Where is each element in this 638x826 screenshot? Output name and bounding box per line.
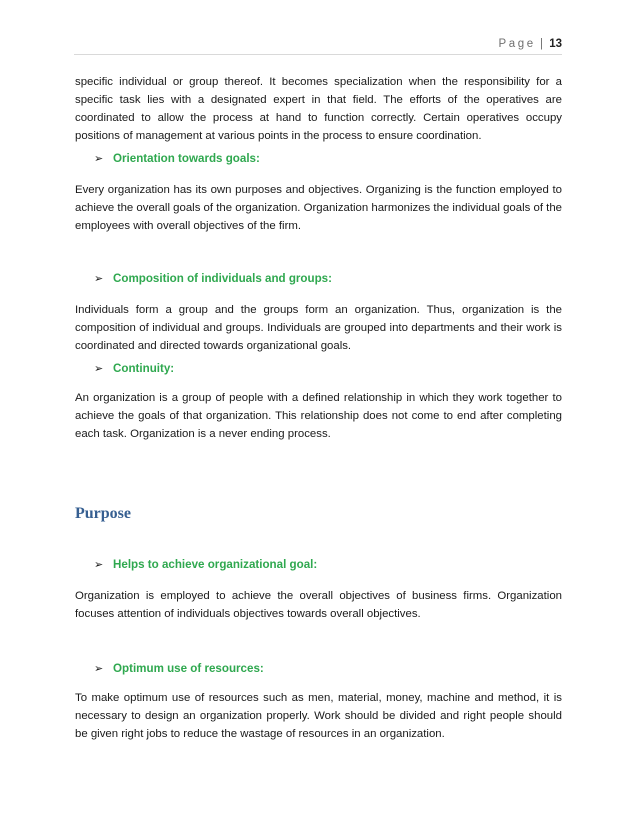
arrow-bullet-icon: ➢ xyxy=(94,663,104,675)
bullet-heading-label: Continuity: xyxy=(113,362,175,375)
header-divider xyxy=(74,54,562,55)
paragraph-optimum: To make optimum use of resources such as men, material, money, machine and method, it is necessary to design an organization properly. Work should be divided and right people should be given right jobs to reduce the wastage of resources in an organization. xyxy=(75,692,562,740)
arrow-bullet-icon: ➢ xyxy=(94,153,104,165)
bullet-heading-composition xyxy=(94,271,332,287)
paragraph-orientation: Every organization has its own purposes and objectives. Organizing is the function employed to achieve the overall goals of the organization. Organization harmonizes the individual goals of the employees with overall objectives of the firm. xyxy=(75,184,562,232)
page-number: 13 xyxy=(549,38,562,50)
section-heading-purpose: Purpose xyxy=(75,505,131,522)
page-header xyxy=(499,38,562,50)
paragraph-composition: Individuals form a group and the groups form an organization. Thus, organization is the composition of individual and groups. Individuals are grouped into departments and their work is coordinated and directed towards organizational goals. xyxy=(75,304,562,352)
bullet-heading-orientation xyxy=(94,151,260,167)
arrow-bullet-icon: ➢ xyxy=(94,363,104,375)
arrow-bullet-icon: ➢ xyxy=(94,273,104,285)
arrow-bullet-icon: ➢ xyxy=(94,559,104,571)
bullet-heading-optimum xyxy=(94,661,264,677)
bullet-heading-label: Helps to achieve organizational goal: xyxy=(113,558,318,571)
bullet-heading-continuity xyxy=(94,361,174,377)
bullet-heading-label: Optimum use of resources: xyxy=(113,662,264,675)
bullet-heading-label: Composition of individuals and groups: xyxy=(113,272,332,285)
page-separator: | xyxy=(540,38,543,50)
paragraph-helps: Organization is employed to achieve the overall objectives of business firms. Organization focuses attention of individuals objectives towards overall objectives. xyxy=(75,590,562,620)
paragraph-specialization: specific individual or group thereof. It becomes specialization when the responsibility for a specific task lies with a designated expert in that field. The efforts of the operatives are coordinated to allow the process at hand to function correctly. Certain operatives occupy positions of management at various points in the process to ensure coordination. xyxy=(75,76,562,142)
bullet-heading-label: Orientation towards goals: xyxy=(113,152,260,165)
paragraph-continuity: An organization is a group of people with a defined relationship in which they work together to achieve the goals of that organization. This relationship does not come to end after completing each task. Organization is a never ending process. xyxy=(75,392,562,440)
page-label: Page xyxy=(498,38,536,50)
bullet-heading-helps xyxy=(94,557,317,573)
